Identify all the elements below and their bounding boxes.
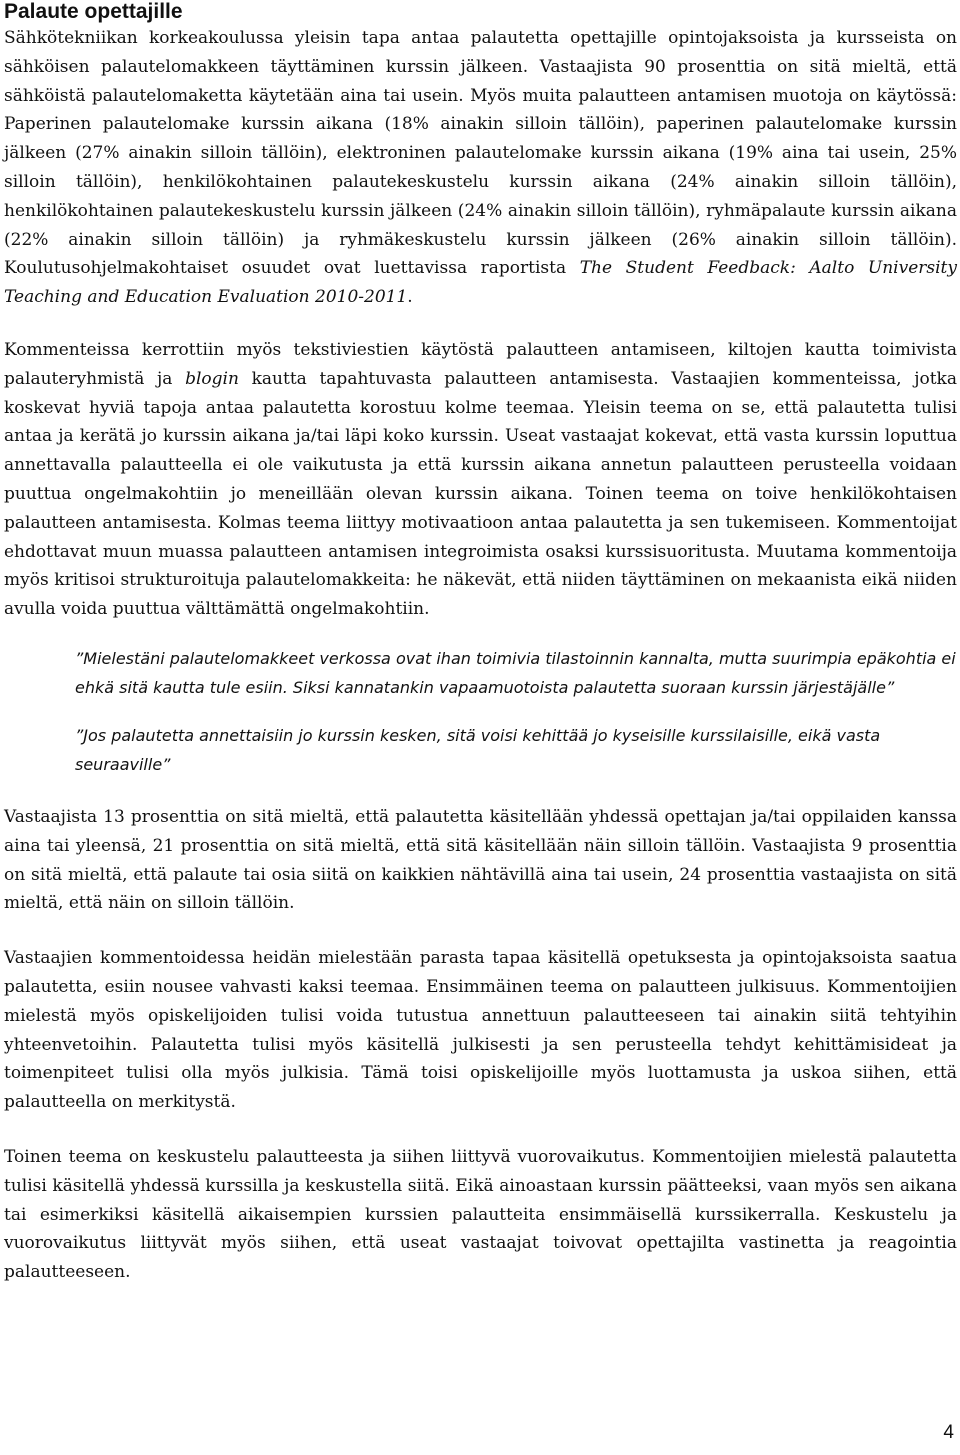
quote-2: ”Jos palautetta annettaisiin jo kurssin kesken, sitä voisi kehittää jo kyseisille kurssilaisille, eikä vasta seuraaville” [75, 725, 881, 774]
paragraph-feedback-methods [4, 24, 957, 312]
paragraph-comments-part2: kautta tapahtuvasta palautteen antamisesta. Vastaajien kommenteissa, jotka koskevat hyviä tapoja antaa palautetta korostuu kolme teemaa. Yleisin teema on se, että palautetta tulisi antaa ja kerätä jo kurssin aikana ja/tai läpi koko kurssin. Useat vastaajat kokevat, että vasta kurssin loputtua annettavalla palautteella ei ole vaikutusta ja että kurssin aikana annetun palautteen perusteella voidaan puuttua ongelmakohtiin jo meneillään olevan kurssin aikana. Toinen teema on toive henkilökohtaisen palautteen antamisesta. Kolmas teema liittyy motivaatioon antaa palautetta ja sen tukemiseen. Kommentoijat ehdottavat muun muassa palautteen antamisen integroimista osaksi kurssisuoritusta. Muutama kommentoija myös kritisoi strukturoituja palautelomakkeita: he näkevät, että niiden täyttäminen on mekaanista eikä niiden avulla voida puuttua välttämättä ongelmakohtiin. [4, 368, 957, 620]
blog-word: blogin [185, 368, 239, 389]
paragraph-sans-part: Sähkötekniikan korkeakoulussa yleisin tapa antaa palautetta opettajille opintojaksoista ja kursseista on sähköisen palautelomakkeen täyttäminen kurssin jälkeen. Vastaajista 90 prosenttia on sitä mieltä, että sähköistä palautelomaketta käytetään aina tai usein. [4, 28, 957, 106]
document-page [4, 0, 957, 1287]
section-heading: Palaute opettajille [4, 0, 183, 23]
quote-1: ”Mielestäni palautelomakkeet verkossa ovat ihan toimivia tilastoinnin kannalta, mutta suurimpia epäkohtia ei ehkä sitä kautta tule esiin. Siksi kannatankin vapaamuotoista palautetta suoraan kurssin järjestäjälle” [75, 648, 956, 697]
paragraph-comments [4, 336, 957, 624]
paragraph-processing-stats: Vastaajista 13 prosenttia on sitä mieltä, että palautetta käsitellään yhdessä opettajan ja/tai oppilaiden kanssa aina tai yleensä, 21 prosenttia on sitä mieltä, että sitä käsitellään näin silloin tällöin. Vastaajista 9 prosenttia on sitä mieltä, että palaute tai osia siitä on kaikkien nähtävillä aina tai usein, 24 prosenttia vastaajista on sitä mieltä, että näin on silloin tällöin. [4, 806, 957, 914]
report-title: The Student Feedback: Aalto University Teaching and Education Evaluation 2010-2011 [4, 258, 957, 308]
paragraph-publicity: Vastaajien kommentoidessa heidän mielestään parasta tapaa käsitellä opetuksesta ja opintojaksoista saatua palautetta, esiin nousee vahvasti kaksi teemaa. Ensimmäinen teema on palautteen julkisuus. Kommentoijien mielestä myös opiskelijoiden tulisi voida tutustua annettuun palautteeseen tai ainakin siitä tehtyihin yhteenvetoihin. Palautetta tulisi myös käsitellä julkisesti ja sen perusteella tehdyt kehittämisideat ja toimenpiteet tulisi olla myös julkisia. Tämä toisi opiskelijoille myös luottamusta ja uskoa siihen, että palautteella on merkitystä. [4, 948, 957, 1113]
page-number: 4 [943, 1422, 954, 1443]
paragraph-discussion: Toinen teema on keskustelu palautteesta ja siihen liittyvä vuorovaikutus. Kommentoijien mielestä palautetta tulisi käsitellä yhdessä kurssilla ja keskustella siitä. Eikä ainoastaan kurssin päätteeksi, vaan myös sen aikana tai esimerkiksi käsitellä aikaisempien kurssien palautteita ensimmäisellä kurssikerralla. Keskustelu ja vuorovaikutus liittyvät myös siihen, että useat vastaajat toivovat opettajilta vastinetta ja reagointia palautteeseen. [4, 1146, 957, 1283]
paragraph-comments-part1: Kommenteissa kerrottiin myös tekstiviestien käytöstä palautteen antamiseen, kiltojen kautta toimivista palauteryhmistä ja [4, 339, 957, 389]
paragraph-serif-part: Myös muita palautteen antamisen muotoja on käytössä: Paperinen palautelomake kurssin aikana (18% ainakin silloin tällöin), paperinen palautelomake kurssin jälkeen (27% ainakin silloin tällöin), elektroninen palautelomake kurssin aikana (19% aina tai usein, 25% silloin tällöin), henkilökohtainen palautekeskustelu kurssin aikana (24% ainakin silloin tällöin), henkilökohtainen palautekeskustelu kurssin jälkeen (24% ainakin silloin tällöin), ryhmäpalaute kurssin aikana (22% ainakin silloin tällöin) ja ryhmäkeskustelu kurssin jälkeen (26% ainakin silloin tällöin). Koulutusohjelmakohtaiset osuudet ovat luettavissa raportista [4, 85, 957, 279]
paragraph-end: . [407, 287, 413, 308]
